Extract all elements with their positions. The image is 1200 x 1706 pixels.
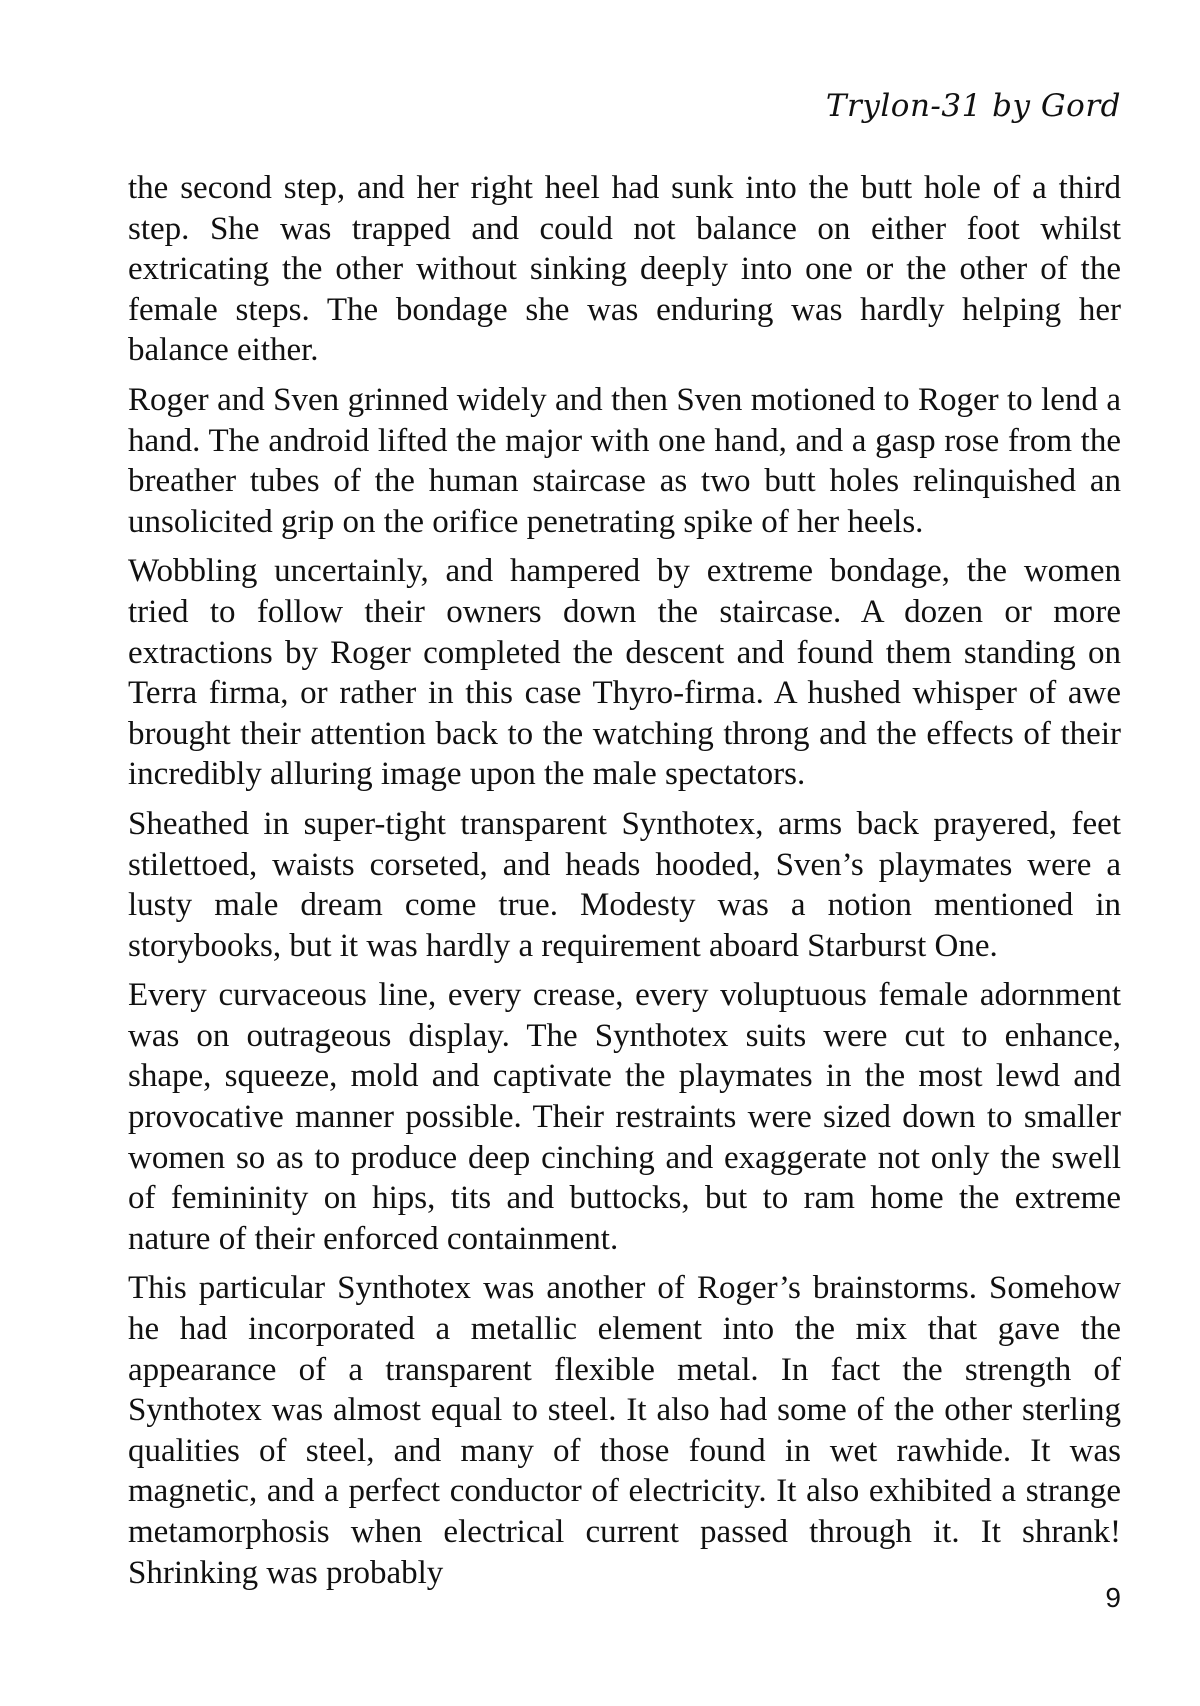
paragraph-1: the second step, and her right heel had sunk into the butt hole of a third step. She was trapped and could not balance on either foot whilst extricating the other without sinking deeply into one or the other of the female steps. The bondage she was enduring was hardly helping her balance either.	[128, 170, 1121, 369]
paragraph-4: Sheathed in super-tight transparent Synthotex, arms back prayered, feet stilettoed, waists corseted, and heads hooded, Sven’s playmates were a lusty male dream come true. Modesty was a notion mentioned in storybooks, but it was hardly a requirement aboard Starburst One.	[128, 805, 1121, 964]
running-header: Trylon-31 by Gord	[825, 88, 1121, 124]
page-number: 9	[1105, 1582, 1121, 1613]
paragraph-3: Wobbling uncertainly, and hampered by extreme bondage, the women tried to follow their owners down the staircase. A dozen or more extractions by Roger completed the descent and found them standing on Terra firma, or rather in this case Thyro-firma. A hushed whisper of awe brought their attention back to the watching throng and the effects of their incredibly alluring image upon the male spectators.	[128, 553, 1121, 793]
paragraph-6: This particular Synthotex was another of Roger’s brainstorms. Somehow he had incorporated a metallic element into the mix that gave the appearance of a transparent flexible metal. In fact the strength of Synthotex was almost equal to steel. It also had some of the other sterling qualities of steel, and many of those found in wet rawhide. It was magnetic, and a perfect conductor of electricity. It also exhibited a strange metamorphosis when electrical current passed through it. It shrank! Shrinking was probably	[128, 1270, 1121, 1591]
paragraph-5: Every curvaceous line, every crease, every voluptuous female adornment was on outrageous display. The Synthotex suits were cut to enhance, shape, squeeze, mold and captivate the playmates in the most lewd and provocative manner possible. Their restraints were sized down to smaller women so as to produce deep cinching and exaggerate not only the swell of femininity on hips, tits and buttocks, but to ram home the extreme nature of their enforced containment.	[128, 977, 1121, 1257]
paragraph-2: Roger and Sven grinned widely and then Sven motioned to Roger to lend a hand. The android lifted the major with one hand, and a gasp rose from the breather tubes of the human staircase as two butt holes relinquished an unsolicited grip on the orifice penetrating spike of her heels.	[128, 381, 1121, 540]
body-text	[128, 168, 1121, 1602]
